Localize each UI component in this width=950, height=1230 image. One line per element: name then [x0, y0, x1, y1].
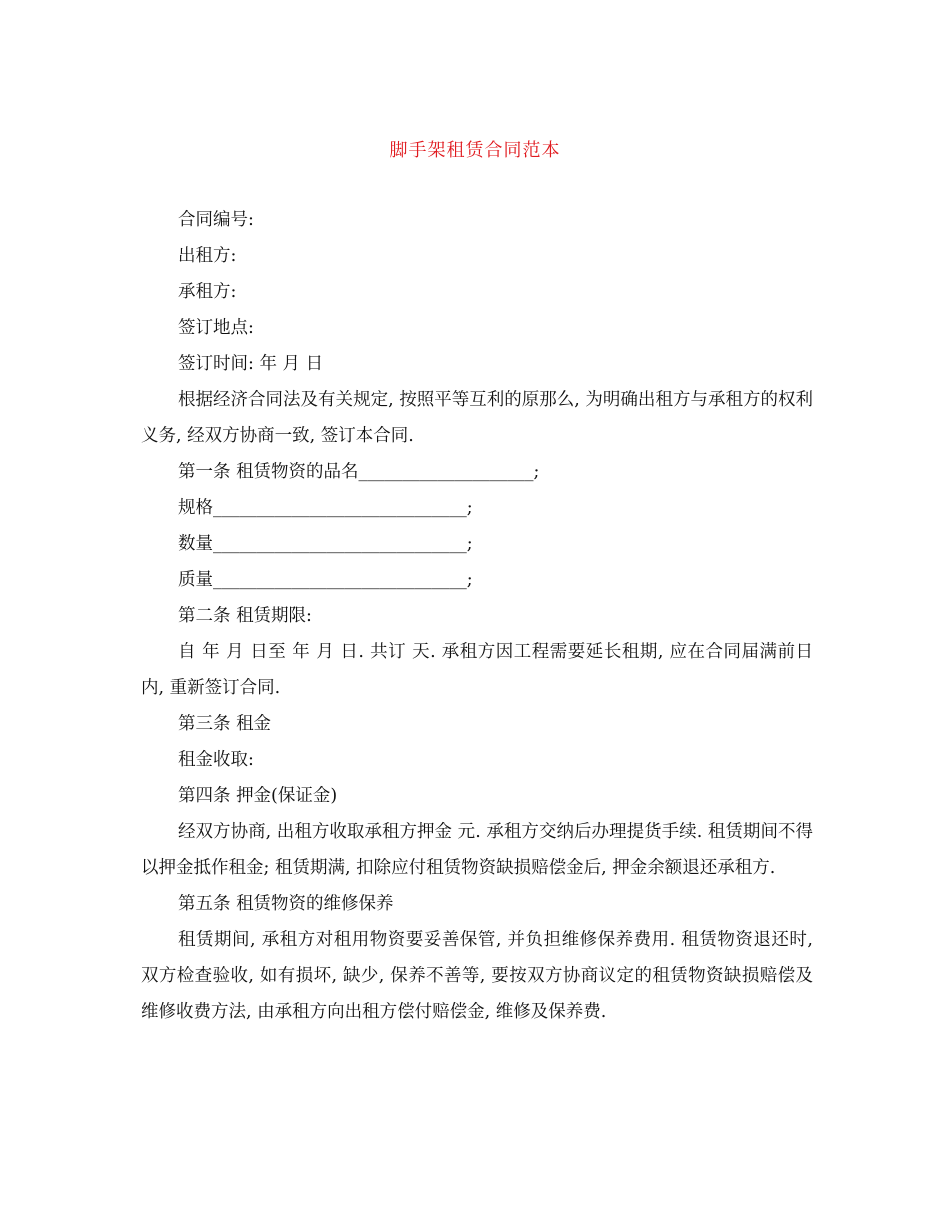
article-3-paragraph: 租金收取: — [178, 750, 254, 770]
document-title: 脚手架租赁合同范本 — [389, 140, 561, 161]
article-5-heading: 第五条 租赁物资的维修保养 — [178, 894, 394, 914]
article-3-heading: 第三条 租金 — [178, 714, 272, 734]
article-1-item-name: 第一条 租赁物资的品名____________________; — [178, 462, 540, 482]
article-1-spec: 规格_____________________________; — [178, 498, 473, 518]
article-4-paragraph: 经双方协商, 出租方收取承租方押金 元. 承租方交纳后办理提货手续. 租赁期间不得以押金抵作租金; 租赁期满, 扣除应付租赁物资缺损赔偿金后, 押金余额退还承租方. — [141, 822, 813, 878]
signing-place-line: 签订地点: — [178, 318, 254, 338]
document-body — [141, 202, 813, 1030]
signing-date-line: 签订时间: 年 月 日 — [178, 354, 324, 374]
article-2-paragraph: 自 年 月 日至 年 月 日. 共订 天. 承租方因工程需要延长租期, 应在合同届满前日内, 重新签订合同. — [141, 642, 813, 698]
article-5-paragraph: 租赁期间, 承租方对租用物资要妥善保管, 并负担维修保养费用. 租赁物资退还时, 双方检查验收, 如有损坏, 缺少, 保养不善等, 要按双方协商议定的租赁物资缺损赔偿及维修收费方法, 由承租方向出租方偿付赔偿金, 维修及保养费. — [141, 930, 813, 1022]
article-2-heading: 第二条 租赁期限: — [178, 606, 312, 626]
lessee-line: 承租方: — [178, 282, 237, 302]
article-1-quantity: 数量_____________________________; — [178, 534, 473, 554]
article-1-quality: 质量_____________________________; — [178, 570, 473, 590]
article-4-heading: 第四条 押金(保证金) — [178, 786, 338, 806]
contract-number-line: 合同编号: — [178, 210, 254, 230]
lessor-line: 出租方: — [178, 246, 237, 266]
preamble-paragraph: 根据经济合同法及有关规定, 按照平等互利的原那么, 为明确出租方与承租方的权利义务, 经双方协商一致, 签订本合同. — [141, 390, 813, 446]
